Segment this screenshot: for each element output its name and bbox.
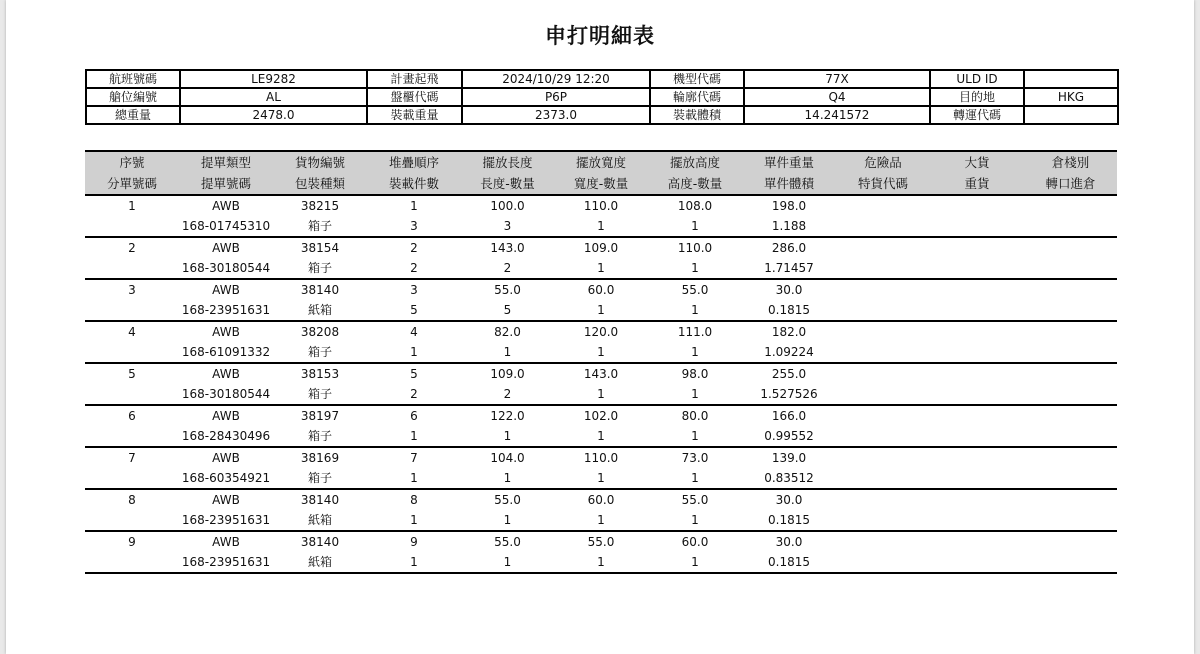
table-cell: 1.527526 [742, 384, 836, 405]
table-cell: 255.0 [771, 367, 807, 381]
table-cell [836, 342, 930, 363]
table-cell [1024, 258, 1117, 279]
table-cell: 30.0 [775, 535, 803, 549]
table-row [85, 405, 1117, 426]
column-header: 擺放寬度 [554, 151, 648, 173]
table-cell [836, 384, 930, 405]
table-row [85, 510, 1117, 531]
table-cell: 1 [367, 510, 461, 531]
table-cell [930, 405, 1024, 426]
table-cell: 2 [461, 384, 554, 405]
table-cell: 5 [367, 300, 461, 321]
table-cell [85, 342, 179, 363]
table-cell: 38197 [300, 409, 340, 423]
table-cell [836, 426, 930, 447]
table-row [85, 426, 1117, 447]
table-cell: 110.0 [583, 199, 619, 213]
table-cell: 286.0 [771, 241, 807, 255]
info-value: 2024/10/29 12:20 [462, 70, 650, 88]
header-row [85, 173, 1117, 195]
table-cell: 1.71457 [742, 258, 836, 279]
table-cell [930, 321, 1024, 342]
table-cell: 143.0 [583, 367, 619, 381]
table-row [85, 195, 1117, 216]
table-cell [930, 258, 1024, 279]
column-header: 裝載件數 [367, 173, 461, 195]
table-cell: 73.0 [681, 451, 709, 465]
table-cell: 55.0 [681, 493, 709, 507]
table-cell: 55.0 [587, 535, 615, 549]
table-cell: 1 [648, 510, 742, 531]
table-cell [930, 237, 1024, 258]
table-cell: 0.1815 [742, 510, 836, 531]
table-cell: 2 [367, 258, 461, 279]
info-label: 計畫起飛 [367, 70, 462, 88]
table-cell [836, 552, 930, 573]
table-cell: AWB [212, 283, 240, 297]
table-cell: 0.99552 [742, 426, 836, 447]
table-cell: 6 [410, 409, 418, 423]
table-cell: 1 [648, 216, 742, 237]
info-value: LE9282 [180, 70, 367, 88]
table-cell: 1 [648, 552, 742, 573]
info-value: HKG [1024, 88, 1118, 106]
table-cell [930, 384, 1024, 405]
table-cell: 168-61091332 [179, 342, 273, 363]
table-cell: 55.0 [494, 493, 521, 507]
table-cell: 143.0 [490, 241, 525, 255]
table-cell: 111.0 [677, 325, 713, 339]
table-cell: 30.0 [775, 493, 803, 507]
table-cell: 1 [554, 468, 648, 489]
table-cell [836, 510, 930, 531]
table-cell [930, 468, 1024, 489]
column-header: 長度-數量 [461, 173, 554, 195]
info-label: 機型代碼 [650, 70, 744, 88]
table-row [85, 489, 1117, 510]
info-value: AL [180, 88, 367, 106]
table-cell: 1.188 [742, 216, 836, 237]
table-row [85, 384, 1117, 405]
column-header: 重貨 [930, 173, 1024, 195]
column-header: 單件體積 [742, 173, 836, 195]
table-cell: 9 [128, 535, 136, 549]
column-header: 擺放高度 [648, 151, 742, 173]
column-header: 序號 [85, 151, 179, 173]
table-cell [1024, 300, 1117, 321]
table-cell: 1 [554, 384, 648, 405]
table-cell [1024, 489, 1117, 510]
table-cell [85, 300, 179, 321]
column-header: 寬度-數量 [554, 173, 648, 195]
table-cell: 38215 [300, 199, 340, 213]
table-row [85, 342, 1117, 363]
table-cell [836, 405, 930, 426]
table-cell: 168-23951631 [179, 552, 273, 573]
table-cell [1024, 468, 1117, 489]
table-cell: 1 [367, 426, 461, 447]
table-cell: 1 [461, 426, 554, 447]
table-cell [1024, 321, 1117, 342]
table-cell: 1 [648, 426, 742, 447]
table-cell: 38169 [300, 451, 340, 465]
table-cell: 38140 [300, 535, 340, 549]
table-cell: 7 [410, 451, 418, 465]
table-cell: 1 [367, 468, 461, 489]
info-label: 航班號碼 [86, 70, 180, 88]
column-header: 包裝種類 [273, 173, 367, 195]
table-cell [930, 426, 1024, 447]
table-cell [1024, 552, 1117, 573]
column-header: 分單號碼 [85, 173, 179, 195]
table-cell: 1 [367, 552, 461, 573]
table-cell: 38208 [300, 325, 340, 339]
table-cell [930, 279, 1024, 300]
table-cell: 1 [461, 342, 554, 363]
table-cell: 1 [648, 258, 742, 279]
info-row [86, 70, 1118, 88]
table-cell [1024, 531, 1117, 552]
info-value: 77X [744, 70, 930, 88]
table-cell: 紙箱 [273, 300, 367, 321]
info-label: ULD ID [930, 70, 1024, 88]
table-cell: 箱子 [273, 468, 367, 489]
table-cell [85, 468, 179, 489]
table-cell [836, 216, 930, 237]
table-cell [85, 384, 179, 405]
table-cell: 紙箱 [273, 510, 367, 531]
table-cell [85, 258, 179, 279]
table-cell: 168-28430496 [179, 426, 273, 447]
table-cell: 箱子 [273, 384, 367, 405]
table-cell: 0.1815 [742, 552, 836, 573]
table-cell: 55.0 [494, 283, 521, 297]
table-cell: AWB [212, 199, 240, 213]
column-header: 提單號碼 [179, 173, 273, 195]
table-cell: 1 [554, 426, 648, 447]
table-cell [1024, 363, 1117, 384]
table-cell: 168-30180544 [179, 258, 273, 279]
column-header: 堆疊順序 [367, 151, 461, 173]
table-cell: 98.0 [681, 367, 709, 381]
table-cell [930, 216, 1024, 237]
table-cell [836, 447, 930, 468]
table-cell [1024, 426, 1117, 447]
table-cell [85, 552, 179, 573]
table-cell: 3 [461, 216, 554, 237]
table-cell [1024, 342, 1117, 363]
table-row [85, 216, 1117, 237]
column-header: 倉棧別 [1024, 151, 1117, 173]
table-cell: 30.0 [775, 283, 803, 297]
info-value: Q4 [744, 88, 930, 106]
table-cell: 102.0 [583, 409, 619, 423]
info-row [86, 106, 1118, 124]
table-cell: 1 [410, 199, 418, 213]
table-cell [1024, 384, 1117, 405]
table-cell: 1 [554, 552, 648, 573]
table-cell [930, 531, 1024, 552]
table-row [85, 300, 1117, 321]
table-cell: AWB [212, 409, 240, 423]
column-header: 轉口進倉 [1024, 173, 1117, 195]
table-cell: 82.0 [494, 325, 521, 339]
info-label: 裝載體積 [650, 106, 744, 124]
table-cell [836, 489, 930, 510]
table-cell: 0.83512 [742, 468, 836, 489]
table-cell [930, 489, 1024, 510]
table-cell: 2 [410, 241, 418, 255]
table-cell: 110.0 [583, 451, 619, 465]
column-header: 危險品 [836, 151, 930, 173]
column-header: 貨物編號 [273, 151, 367, 173]
table-cell: 5 [128, 367, 136, 381]
table-cell: 168-60354921 [179, 468, 273, 489]
table-cell: 1 [461, 552, 554, 573]
table-cell: 109.0 [490, 367, 525, 381]
table-cell: 1 [554, 510, 648, 531]
table-cell: 7 [128, 451, 136, 465]
table-row [85, 531, 1117, 552]
table-cell: AWB [212, 535, 240, 549]
info-value [1024, 70, 1118, 88]
table-cell: 100.0 [490, 199, 525, 213]
table-cell [836, 279, 930, 300]
table-cell: 1 [554, 258, 648, 279]
info-label: 目的地 [930, 88, 1024, 106]
page-title: 申打明細表 [545, 24, 655, 48]
table-cell: 1 [648, 342, 742, 363]
table-cell: AWB [212, 367, 240, 381]
info-value: 2478.0 [180, 106, 367, 124]
table-cell: 1 [367, 342, 461, 363]
table-cell: 38140 [300, 283, 340, 297]
table-cell: 60.0 [587, 283, 615, 297]
table-cell: 80.0 [681, 409, 709, 423]
info-label: 輪廓代碼 [650, 88, 744, 106]
table-cell: 3 [128, 283, 136, 297]
table-cell: 110.0 [677, 241, 713, 255]
cargo-detail-table [85, 150, 1117, 574]
table-cell [836, 321, 930, 342]
table-cell [930, 195, 1024, 216]
table-cell: 198.0 [771, 199, 807, 213]
table-cell: 9 [410, 535, 418, 549]
table-cell: 166.0 [771, 409, 807, 423]
table-cell: 箱子 [273, 426, 367, 447]
table-cell: 1.09224 [742, 342, 836, 363]
table-cell: 1 [554, 300, 648, 321]
table-cell: 168-01745310 [179, 216, 273, 237]
table-cell: 3 [410, 283, 418, 297]
table-cell: 5 [410, 367, 418, 381]
table-cell: 8 [128, 493, 136, 507]
table-cell: 139.0 [771, 451, 807, 465]
table-cell: 60.0 [587, 493, 615, 507]
table-cell [1024, 216, 1117, 237]
table-cell [836, 300, 930, 321]
document-page [6, 0, 1194, 654]
info-label: 艙位編號 [86, 88, 180, 106]
info-label: 裝載重量 [367, 106, 462, 124]
table-cell: 104.0 [490, 451, 525, 465]
table-cell [836, 363, 930, 384]
table-cell: 1 [554, 342, 648, 363]
table-cell: 紙箱 [273, 552, 367, 573]
table-cell: AWB [212, 451, 240, 465]
table-cell [85, 510, 179, 531]
info-row [86, 88, 1118, 106]
table-cell [930, 447, 1024, 468]
table-cell: 38153 [300, 367, 340, 381]
table-cell: 1 [648, 384, 742, 405]
table-cell: 1 [128, 199, 136, 213]
table-cell [836, 531, 930, 552]
table-cell [85, 216, 179, 237]
table-body [85, 195, 1117, 573]
table-cell: 箱子 [273, 258, 367, 279]
info-value: 14.241572 [744, 106, 930, 124]
table-cell [930, 552, 1024, 573]
table-cell: 55.0 [494, 535, 521, 549]
table-cell: 箱子 [273, 342, 367, 363]
table-cell [836, 237, 930, 258]
table-cell [930, 342, 1024, 363]
table-row [85, 552, 1117, 573]
table-cell: 122.0 [490, 409, 525, 423]
table-row [85, 258, 1117, 279]
table-cell: 5 [461, 300, 554, 321]
table-cell: 120.0 [583, 325, 619, 339]
info-label: 盤櫃代碼 [367, 88, 462, 106]
table-row [85, 363, 1117, 384]
column-header: 提單類型 [179, 151, 273, 173]
table-cell [1024, 405, 1117, 426]
table-cell: 182.0 [771, 325, 807, 339]
table-cell: 108.0 [677, 199, 713, 213]
column-header: 單件重量 [742, 151, 836, 173]
table-cell [1024, 195, 1117, 216]
table-cell: 1 [648, 300, 742, 321]
table-cell: 168-23951631 [179, 510, 273, 531]
table-cell: 60.0 [681, 535, 709, 549]
info-value [1024, 106, 1118, 124]
table-cell [930, 300, 1024, 321]
table-cell: AWB [212, 241, 240, 255]
table-row [85, 237, 1117, 258]
table-cell [1024, 447, 1117, 468]
table-cell: 2 [367, 384, 461, 405]
table-cell [85, 426, 179, 447]
table-cell: 1 [648, 468, 742, 489]
table-row [85, 321, 1117, 342]
column-header: 大貨 [930, 151, 1024, 173]
table-cell: 1 [554, 216, 648, 237]
header-row [85, 151, 1117, 173]
table-cell [1024, 510, 1117, 531]
table-cell: 1 [461, 468, 554, 489]
table-cell [836, 195, 930, 216]
table-cell: 2 [461, 258, 554, 279]
table-cell [1024, 237, 1117, 258]
info-label: 轉運代碼 [930, 106, 1024, 124]
table-row [85, 468, 1117, 489]
table-cell [930, 510, 1024, 531]
table-cell: 168-30180544 [179, 384, 273, 405]
table-cell: 箱子 [273, 216, 367, 237]
column-header: 特貨代碼 [836, 173, 930, 195]
table-cell: 2 [128, 241, 136, 255]
table-cell: 8 [410, 493, 418, 507]
table-cell: 168-23951631 [179, 300, 273, 321]
table-cell: 4 [128, 325, 136, 339]
table-cell: 38140 [300, 493, 340, 507]
flight-info-table [85, 69, 1119, 125]
info-value: 2373.0 [462, 106, 650, 124]
table-cell [1024, 279, 1117, 300]
table-cell [836, 468, 930, 489]
table-cell: 109.0 [583, 241, 619, 255]
table-cell [836, 258, 930, 279]
table-cell: 38154 [300, 241, 340, 255]
table-cell: 0.1815 [742, 300, 836, 321]
table-row [85, 447, 1117, 468]
table-cell: 55.0 [681, 283, 709, 297]
column-header: 擺放長度 [461, 151, 554, 173]
table-cell: AWB [212, 325, 240, 339]
table-row [85, 279, 1117, 300]
table-cell: 6 [128, 409, 136, 423]
table-cell: 1 [461, 510, 554, 531]
table-cell: 3 [367, 216, 461, 237]
table-cell [930, 363, 1024, 384]
table-cell: AWB [212, 493, 240, 507]
table-cell: 4 [410, 325, 418, 339]
column-header: 高度-數量 [648, 173, 742, 195]
info-label: 總重量 [86, 106, 180, 124]
info-value: P6P [462, 88, 650, 106]
